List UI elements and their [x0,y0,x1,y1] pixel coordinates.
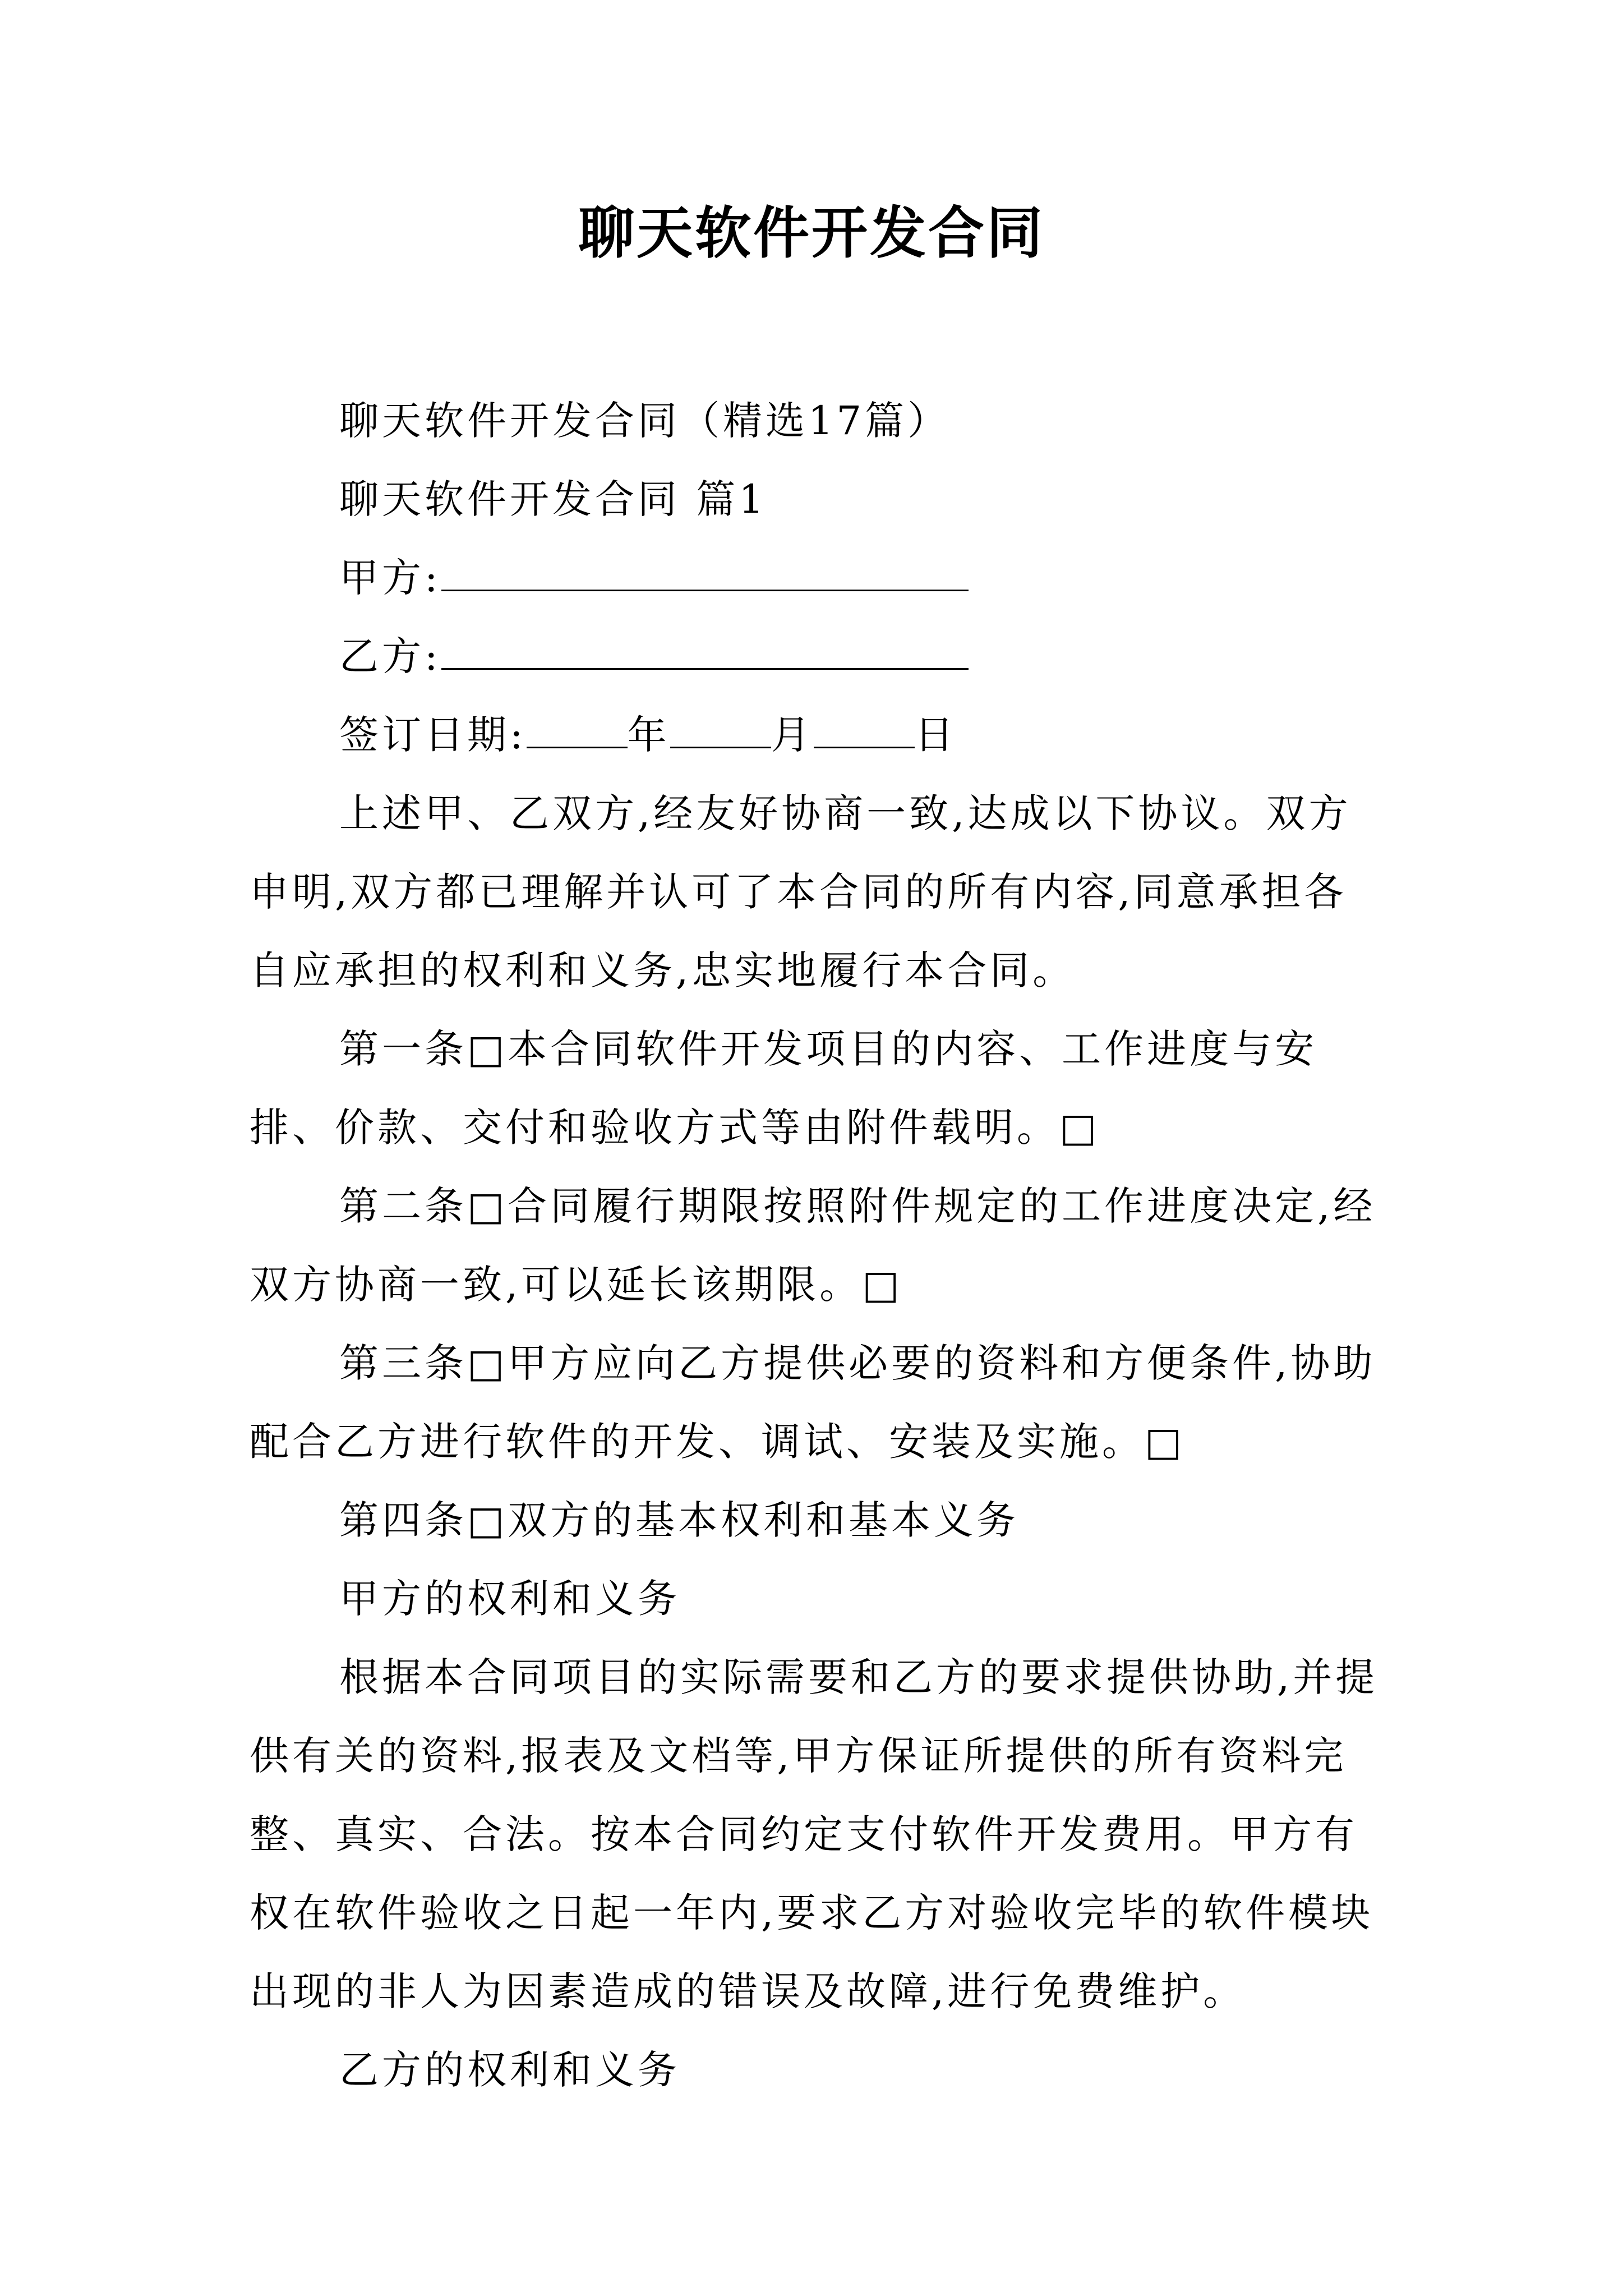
party-b-rights-heading: 乙方的权利和义务 [339,2047,680,2093]
month-label: 月 [771,712,814,758]
party-a-label: 甲方: [339,555,441,601]
month-blank [670,710,771,748]
section-heading: 聊天软件开发合同 篇1 [339,476,767,522]
article-1-paragraph: 第一条□本合同软件开发项目的内容、工作进度与安排、价款、交付和验收方式等由附件载明。□ [250,1026,1318,1151]
party-b-label: 乙方: [339,633,441,679]
year-label: 年 [627,712,670,758]
signing-date-line [250,696,1388,774]
article-2-paragraph: 第二条□合同履行期限按照附件规定的工作进度决定,经双方协商一致,可以延长该期限。□ [250,1183,1376,1308]
document-title: 聊天软件开发合同 [578,200,1045,266]
preamble-paragraph: 上述甲、乙双方,经友好协商一致,达成以下协议。双方申明,双方都已理解并认可了本合同的所有内容,同意承担各自应承担的权利和义务,忠实地履行本合同。 [250,790,1352,993]
document-body [250,381,1388,2109]
year-blank [527,710,628,748]
party-a-blank [441,553,969,591]
day-label: 日 [914,712,957,758]
party-a-line [250,539,1388,617]
subtitle-line: 聊天软件开发合同（精选17篇） [339,398,951,444]
signing-date-label: 签订日期: [339,712,527,758]
party-b-blank [441,631,969,670]
day-blank [814,710,915,748]
article-3-paragraph: 第三条□甲方应向乙方提供必要的资料和方便条件,协助配合乙方进行软件的开发、调试、安装及实施。□ [250,1340,1376,1465]
party-a-rights-paragraph: 根据本合同项目的实际需要和乙方的要求提供协助,并提供有关的资料,报表及文档等,甲方保证所提供的所有资料完整、真实、合法。按本合同约定支付软件开发费用。甲方有权在软件验收之日起一年内,要求乙方对验收完毕的软件模块出现的非人为因素造成的错误及故障,进行免费维护。 [250,1654,1378,2014]
party-b-line [250,617,1388,696]
article-4-paragraph: 第四条□双方的基本权利和基本义务 [339,1497,1020,1543]
party-a-rights-heading: 甲方的权利和义务 [339,1576,680,1622]
